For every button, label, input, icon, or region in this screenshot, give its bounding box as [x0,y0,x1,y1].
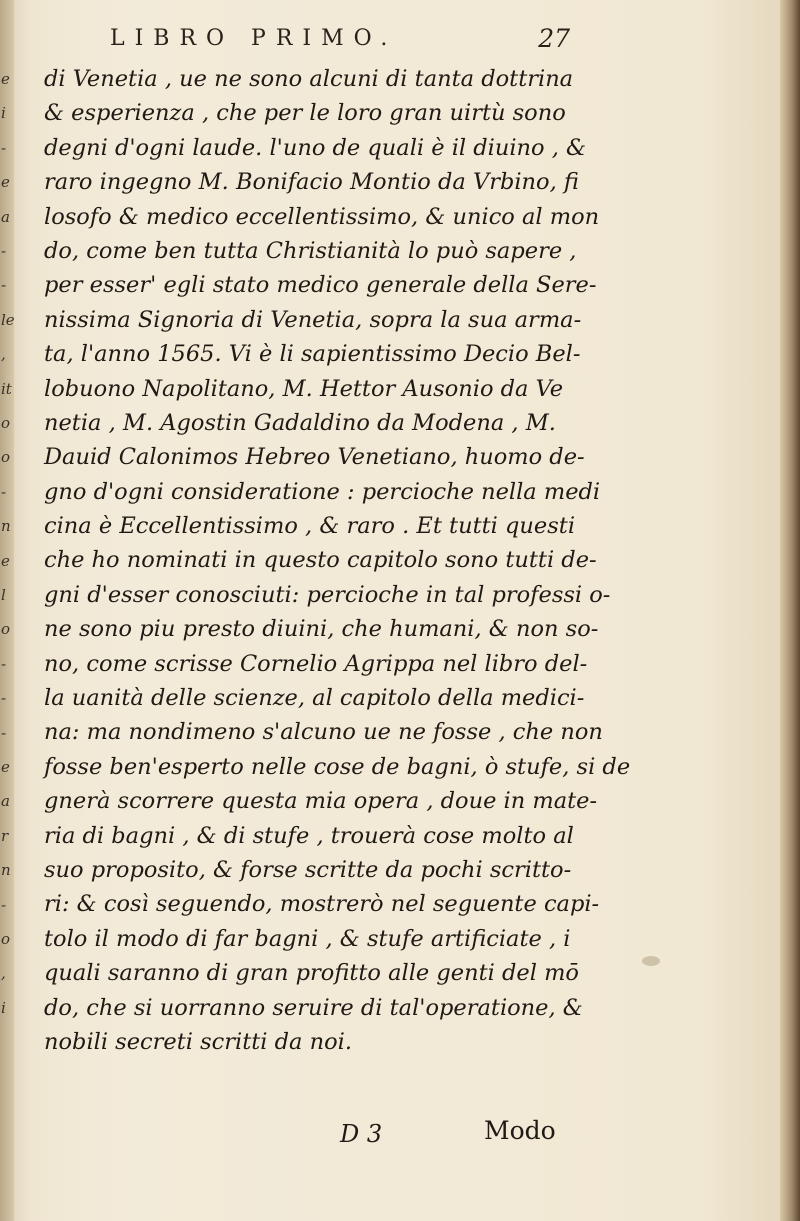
text-line: netia , M. Agostin Gadaldino da Modena , M. [44,409,556,436]
facing-page-fragment: i [1,104,6,123]
body-text [44,62,631,1059]
facing-page-fragment: - [1,138,7,157]
text-line: lobuono Napolitano, M. Hettor Ausonio da Ve [44,375,564,402]
text-line: & esperienza , che per le loro gran uirtù sono [44,100,566,127]
facing-page-fragment: it [1,379,12,398]
text-line: gno d'ogni consideratione : percioche nella medi [44,478,601,505]
facing-page-fragment: i [1,998,6,1017]
text-line: suo proposito, & forse scritte da pochi scritto- [44,856,572,883]
facing-page-fragment: n [1,517,11,536]
facing-page-fragment: l [1,586,6,604]
text-line: la uanità delle scienze, al capitolo della medici- [44,685,585,712]
text-line: fosse ben'esperto nelle cose de bagni, ò stufe, si de [44,753,631,780]
text-line: na: ma nondimeno s'alcuno ue ne fosse , che non [44,719,603,746]
facing-page-fragment: o [1,448,11,467]
facing-page-fragment: e [1,173,10,192]
signature-mark: D 3 [340,1120,383,1148]
text-line: di Venetia , ue ne sono alcuni di tanta dottrina [44,66,574,92]
facing-page-fragment: o [1,930,11,948]
text-line: gni d'esser conosciuti: percioche in tal professi o- [44,581,611,608]
catchword: Modo [484,1116,556,1145]
facing-page-fragment: , [1,345,6,364]
text-line: che ho nominati in questo capitolo sono tutti de- [44,547,597,574]
text-line: nobili secreti scritti da noi. [44,1028,352,1055]
facing-page-fragment: o [1,414,11,432]
text-line: Dauid Calonimos Hebreo Venetiano, huomo de- [44,444,585,471]
text-line: ri: & così seguendo, mostrerò nel seguente capi- [44,891,600,918]
text-line: do, come ben tutta Christianità lo può sapere , [44,237,577,264]
facing-page-fragment: - [1,482,7,501]
facing-page-fragment: - [1,276,7,295]
text-line: tolo il modo di far bagni , & stufe artificiate , i [44,925,571,952]
running-title: LIBRO PRIMO. [110,26,398,51]
facing-page-fragment: - [1,689,7,708]
text-line: quali saranno di gran profitto alle genti del mō [44,960,579,987]
text-line: do, che si uorranno seruire di tal'operatione, & [44,994,583,1021]
facing-page-fragment: e [1,758,10,776]
facing-page-fragment: r [1,826,9,845]
page-edge [780,0,800,1221]
facing-page-fragments [0,0,14,1221]
page-header [110,26,590,60]
facing-page-fragment: - [1,895,7,914]
facing-page-fragment: , [1,964,6,983]
facing-page-fragment: e [1,551,10,570]
facing-page-fragment: a [1,207,10,226]
text-line: ne sono piu presto diuini, che humani, & non so- [44,616,599,643]
facing-page-fragment: - [1,723,7,742]
text-line: ria di bagni , & di stufe , trouerà cose molto al [44,822,574,849]
text-line: per esser' egli stato medico generale della Sere- [44,272,597,299]
page-number: 27 [538,24,570,53]
text-line: cina è Eccellentissimo , & raro . Et tutti questi [44,513,576,540]
facing-page-fragment: - [1,654,7,673]
text-line: ta, l'anno 1565. Vi è li sapientissimo Decio Bel- [44,341,581,368]
text-line: raro ingegno M. Bonifacio Montio da Vrbino, fi [44,169,579,196]
facing-page-fragment: le [1,310,15,329]
paper-stain [642,956,660,966]
facing-page-fragment: o [1,620,11,639]
text-line: gnerà scorrere questa mia opera , doue in mate- [44,788,598,815]
facing-page-fragment: n [1,861,11,880]
text-line: nissima Signoria di Venetia, sopra la sua arma- [44,306,582,333]
text-line: degni d'ogni laude. l'uno de quali è il diuino , & [44,134,587,161]
text-line: losofo & medico eccellentissimo, & unico al mon [44,203,600,230]
text-line: no, come scrisse Cornelio Agrippa nel libro del- [44,650,588,677]
facing-page-fragment: - [1,242,7,260]
facing-page-fragment: a [1,792,10,811]
facing-page-fragment: e [1,70,10,88]
